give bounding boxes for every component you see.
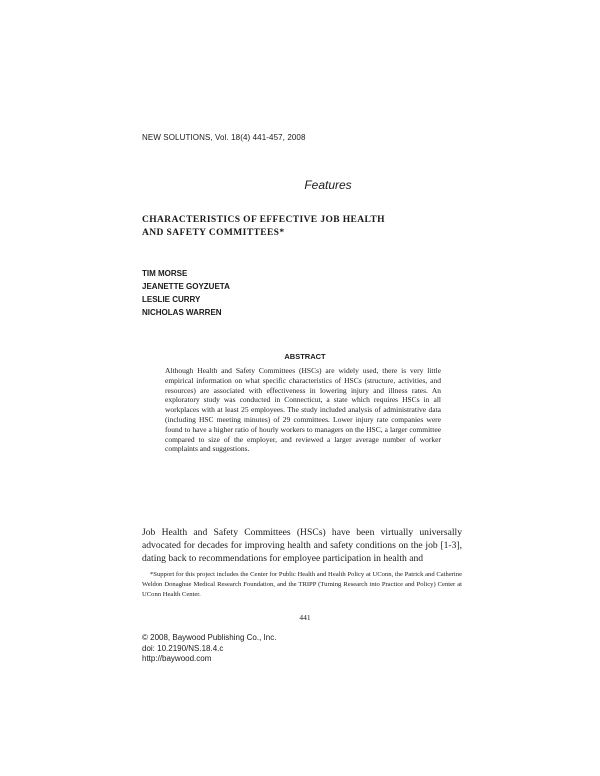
article-title [142, 214, 462, 239]
author-name: LESLIE CURRY [142, 295, 201, 304]
author-name: NICHOLAS WARREN [142, 308, 222, 317]
author-list [142, 267, 230, 319]
publisher-url[interactable]: http://baywood.com [142, 654, 212, 663]
journal-citation: NEW SOLUTIONS, Vol. 18(4) 441-457, 2008 [142, 133, 306, 142]
doi-line: doi: 10.2190/NS.18.4.c [142, 643, 224, 653]
body-paragraph: Job Health and Safety Committees (HSCs) have been virtually universally advocated for decades for improving health and safety conditions on the job [1-3], dating back to recommendations for employee participation in health and [142, 527, 462, 564]
footnote: *Support for this project includes the Center for Public Health and Health Policy at UConn, the Patrick and Catherine Weldon Donaghue Medical Research Foundation, and the TRIPP (Turning Research into Practice and Policy) Center at UConn Health Center. [142, 571, 462, 598]
copyright-line: © 2008, Baywood Publishing Co., Inc. [142, 633, 277, 642]
page-number: 441 [299, 613, 311, 622]
article-title-line-1: CHARACTERISTICS OF EFFECTIVE JOB HEALTH [142, 215, 385, 225]
author-name: JEANETTE GOYZUETA [142, 282, 230, 291]
publisher-info [142, 633, 276, 665]
author-name: TIM MORSE [142, 269, 188, 278]
article-title-line-2: AND SAFETY COMMITTEES* [142, 227, 285, 238]
abstract-text: Although Health and Safety Committees (HSCs) are widely used, there is very little empirical information on what specific characteristics of HSCs (structure, activities, and resources) are associated with effectiveness in lowering injury and illness rates. An exploratory study was conducted in Connecticut, a state which requires HSCs in all workplaces with at least 25 employees. The study included analysis of administrative data (including HSC meeting minutes) of 29 committees. Lower injury rate companies were found to have a higher ratio of hourly workers to managers on the HSC, a larger committee compared to size of the employer, and reviewed a larger average number of worker complaints and suggestions. [165, 366, 441, 454]
section-label: Features [304, 178, 352, 192]
abstract-heading: ABSTRACT [284, 352, 326, 361]
